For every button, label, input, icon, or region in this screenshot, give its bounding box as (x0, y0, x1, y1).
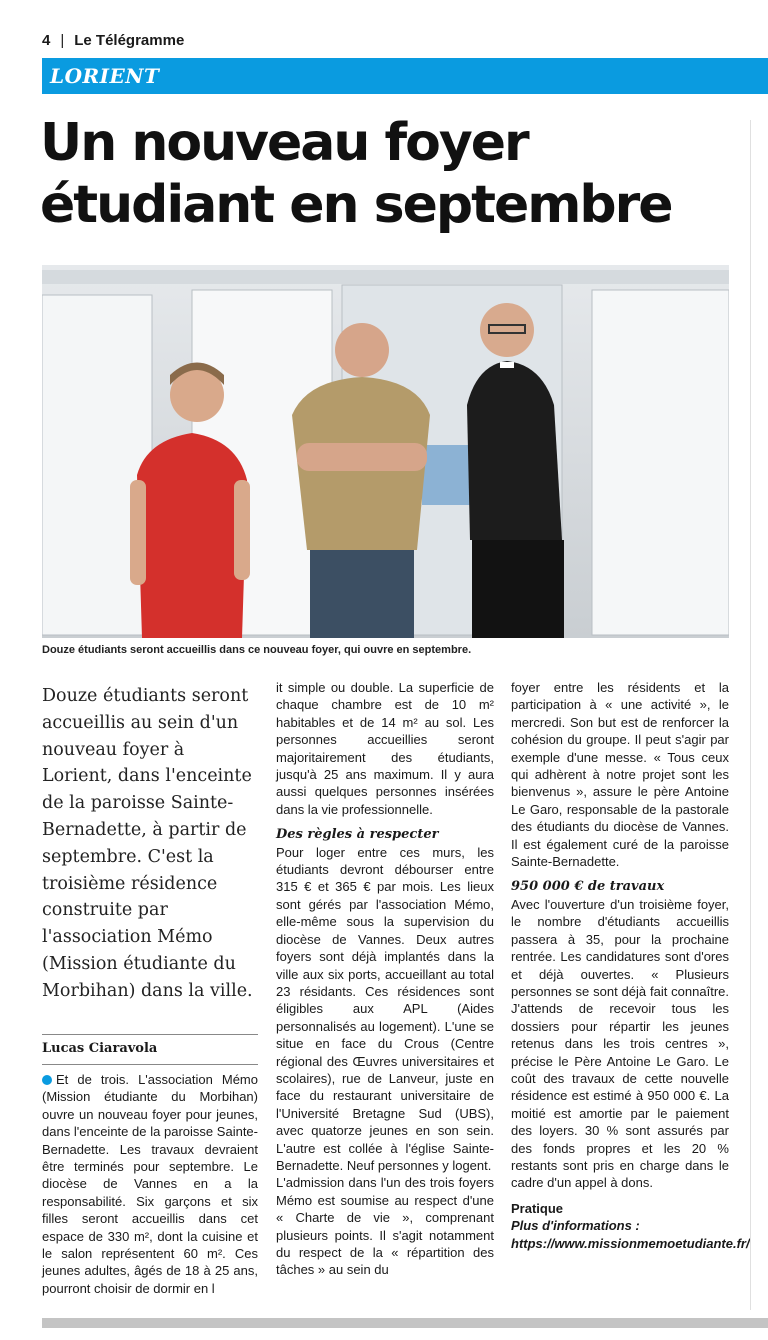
bullet-icon (42, 1075, 52, 1085)
subhead-works: 950 000 € de travaux (511, 879, 665, 895)
header-separator: | (60, 31, 65, 49)
body-column-3 (511, 679, 750, 1252)
body-column-2 (276, 679, 494, 1279)
section-label: LORIENT (50, 64, 160, 88)
pratique-label: Pratique (511, 1200, 564, 1216)
body-paragraph-2: Pour loger entre ces murs, les étudiants devront débourser entre 315 € et 365 € par mois. Les lieux sont gérés par l'association Mémo, elle-même sous la supervision du diocèse de Vannes. Deux autres foyers sont déjà implantés dans la ville aux six ports, accueillant au total 23 résidants. Ces résidences sont éligibles aux APL (Aides personnalisés au logement). L'une se situe en face du Crous (Centre régional des Œuvres universitaires et scolaires), rue de Lanveur, juste en face du restaurant universitaire de l'Université Bretagne Sud (UBS), avec quatorze jeunes en son sein. L'autre est collée à l'église Sainte-Bernadette. Neuf personnes y logent. (276, 844, 494, 1173)
body-paragraph-3-continued: foyer entre les résidents et la participation à « une activité », le mercredi. Son but est de renforcer la cohésion du groupe. Il peut s'agir par exemple d'une messe. « Tous ceux qui adhèrent à notre projet sont les bienvenus », assure le père Antoine Le Garo, responsable de la pastorale des étudiants du diocèse de Vannes. Il est également curé de la paroisse Sainte-Bernadette. (511, 680, 729, 870)
footer-bar (42, 1318, 768, 1328)
body-paragraph-1 (42, 1071, 258, 1297)
byline-rule-top (42, 1034, 258, 1035)
page-number: 4 (42, 31, 51, 49)
lead-paragraph: Douze étudiants seront accueillis au sein d'un nouveau foyer à Lorient, dans l'enceinte de la paroisse Sainte-Bernadette, à partir de septembre. C'est la troisième résidence construite par l'association Mémo (Mission étudiante du Morbihan) dans la ville. (42, 686, 253, 1001)
photo-caption: Douze étudiants seront accueillis dans ce nouveau foyer, qui ouvre en septembre. (42, 644, 472, 656)
byline-rule-bottom (42, 1064, 258, 1065)
info-link[interactable]: Plus d'informations : https://www.missionmemoetudiante.fr/ (511, 1218, 750, 1251)
page-header (42, 28, 184, 52)
body-paragraph-1-continued: it simple ou double. La superficie de chaque chambre est de 10 m² habitables et de 14 m² au sol. Les personnes accueillies seront majoritairement des étudiants, jusqu'à 25 ans maximum. Il y aura aussi quelques personnes insérées dans la vie professionnelle. (276, 680, 494, 817)
body-paragraph-4: Avec l'ouverture d'un troisième foyer, le nombre d'étudiants accueillis passera à 35, pour la prochaine rentrée. Les candidatures sont d'ores et déjà ouvertes. « Plusieurs personnes se sont déjà fait connaître. J'attends de recevoir tous les dossiers pour répartir les jeunes retenus dans les trois centres », précise le Père Antoine Le Garo. Le coût des travaux de cette nouvelle résidence est estimé à 950 000 €. La moitié est amortie par le paiement des loyers. 30 % sont assurés par des fonds propres et les 20 % restants sont pris en charge dans le cadre d'un appel à dons. (511, 896, 729, 1191)
subhead-rules: Des règles à respecter (276, 827, 439, 843)
photo-illustration (42, 265, 729, 638)
body-paragraph-3: L'admission dans l'un des trois foyers Mémo est soumise au respect d'une « Charte de vie », comprenant plusieurs points. Il s'agit notamment du respect de la « répartition des tâches » au sein du (276, 1175, 494, 1278)
headline: Un nouveau foyer étudiant en septembre (40, 113, 672, 235)
column-divider (750, 120, 751, 1310)
body-column-1 (42, 1071, 258, 1297)
byline: Lucas Ciaravola (42, 1041, 158, 1056)
newspaper-name: Le Télégramme (74, 31, 185, 49)
article-photo (42, 265, 729, 638)
body-paragraph-1-text: Et de trois. L'association Mémo (Mission étudiante du Morbihan) ouvre un nouveau foyer pour jeunes, dans l'enceinte de la paroisse Sainte-Bernadette. Les travaux devraient être terminés pour septembre. Le diocèse de Vannes en a la responsabilité. Six garçons et six filles seront accueillis dans cet espace de 330 m², dont la cuisine et le salon représentent 60 m². Ces jeunes adultes, âgés de 18 à 25 ans, pourront choisir de dormir en l (42, 1072, 258, 1296)
section-band (42, 58, 768, 94)
